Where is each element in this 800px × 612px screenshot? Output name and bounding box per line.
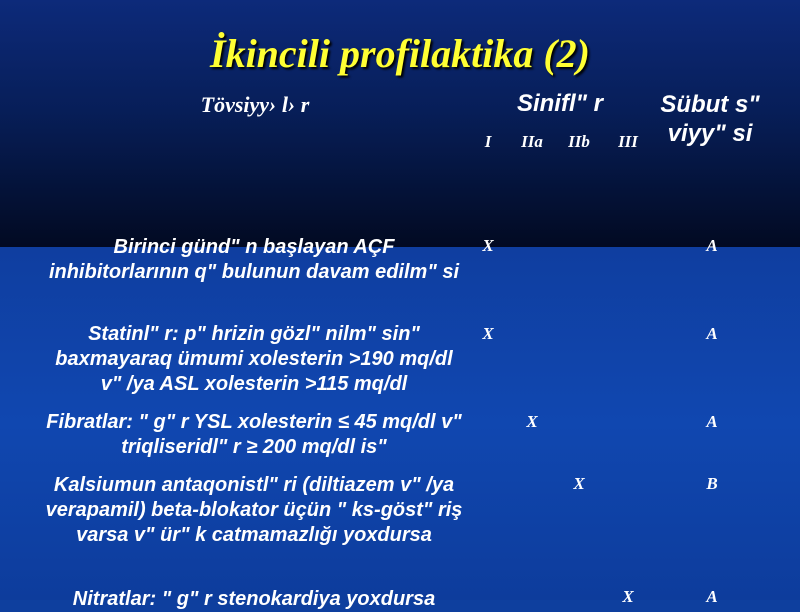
classes-header: Sinifl" r [516, 90, 604, 117]
class-mark: X [573, 474, 585, 493]
class-mark: X [622, 587, 634, 606]
class-mark: X [526, 412, 538, 431]
slide-title: İkincili profilaktika (2) [210, 31, 590, 76]
recommendation-text: Fibratlar: " g" r YSL xolesterin ≤ 45 mq/dl v" triqliseridl" r ≥ 200 mq/dl is" [46, 411, 462, 458]
evidence-level: A [706, 587, 718, 606]
evidence-level: A [706, 324, 718, 343]
recommendation-text: Kalsiumun antaqonistl" ri (diltiazem v" /ya verapamil) beta-blokator üçün " ks-göst" riş varsa v" ür" k catmamazlığı yoxdursa [45, 474, 463, 546]
recommendation-text: Nitratlar: " g" r stenokardiya yoxdursa [72, 588, 436, 610]
recommendation-text: Statinl" r: p" hrizin gözl" nilm" sin" baxmayaraq ümumi xolesterin >190 mq/dl v" /ya ASL xolesterin >115 mq/dl [55, 323, 453, 395]
evidence-header: Sübut s" viyy" si [660, 91, 760, 147]
class-label-I: I [484, 132, 492, 151]
class-mark: X [482, 324, 494, 343]
class-mark: X [482, 236, 494, 255]
class-label-IIa: IIa [521, 132, 543, 151]
evidence-level: A [706, 236, 718, 255]
class-label-IIb: IIb [568, 132, 590, 151]
recommendations-header: Tövsiyy› l› r [200, 92, 310, 117]
recommendation-text: Birinci günd" n başlayan AÇF inhibitorlarının q" bulunun davam edilm" si [48, 236, 460, 283]
evidence-level: B [706, 474, 718, 493]
evidence-level: A [706, 412, 718, 431]
class-label-III: III [618, 132, 638, 151]
